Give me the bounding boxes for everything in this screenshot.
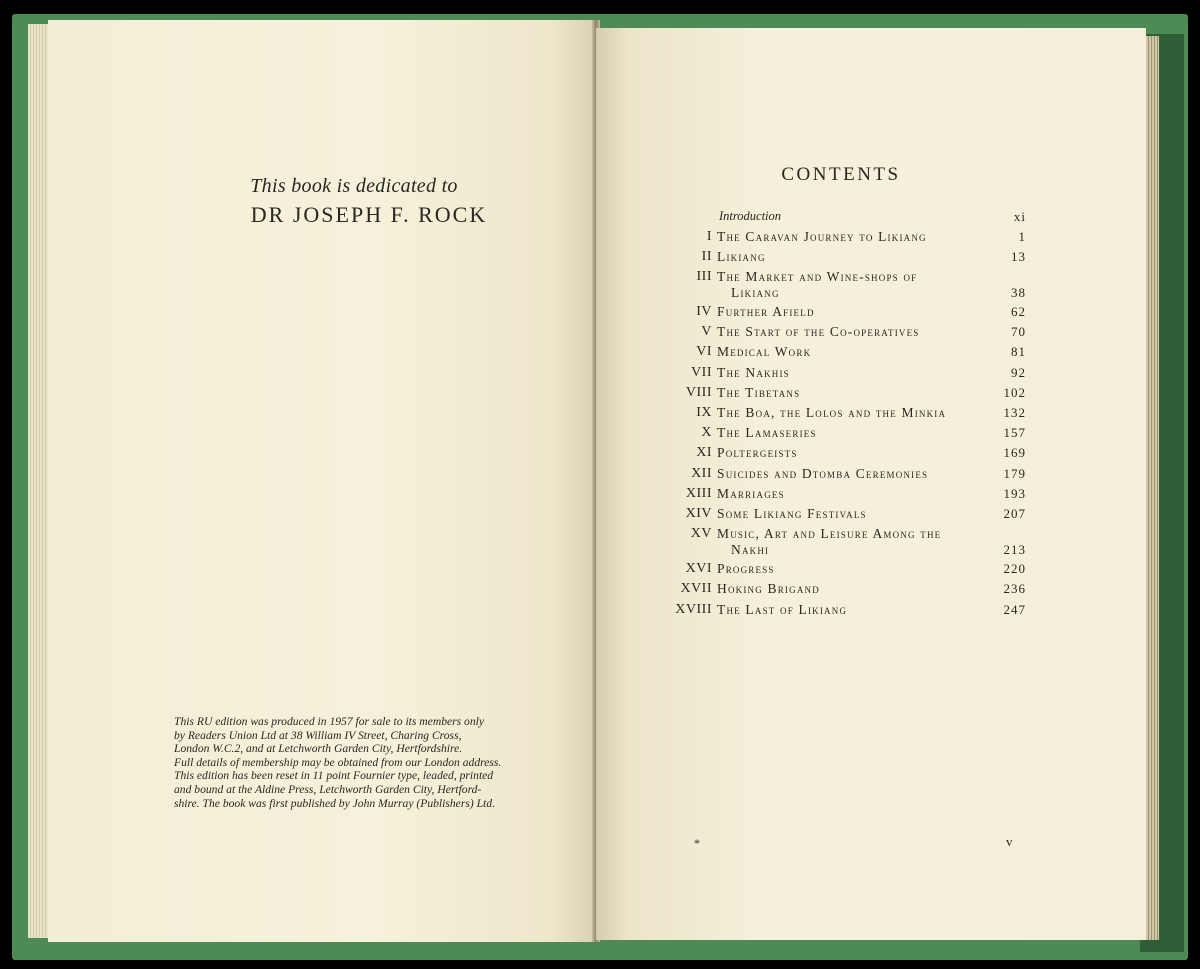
toc-entry-number: V bbox=[701, 324, 712, 339]
toc-entry-title: The Lamaseries bbox=[717, 425, 817, 440]
toc-entry-title: Likiang bbox=[717, 249, 766, 264]
toc-entry bbox=[596, 269, 1146, 300]
toc-entry-title: The Market and Wine-shops of bbox=[717, 269, 918, 284]
toc-entry bbox=[596, 304, 1146, 324]
toc-entry-title: The Nakhis bbox=[717, 365, 790, 380]
toc-entry bbox=[596, 324, 1146, 344]
dedication bbox=[48, 175, 594, 228]
colophon-line: and bound at the Aldine Press, Letchworth Garden City, Hertford- bbox=[174, 782, 482, 796]
table-of-contents bbox=[596, 28, 1146, 940]
toc-entry-title-continued: Likiang bbox=[731, 285, 780, 300]
toc-entry-page: 92 bbox=[1011, 365, 1026, 380]
toc-entry bbox=[596, 385, 1146, 405]
colophon-line: This edition has been reset in 11 point Fournier type, leaded, printed bbox=[174, 769, 494, 783]
toc-entry bbox=[596, 581, 1146, 601]
toc-entry-page: 81 bbox=[1011, 344, 1026, 359]
toc-entry bbox=[596, 445, 1146, 465]
toc-entry-number: X bbox=[701, 425, 712, 440]
dedication-line: This book is dedicated to bbox=[250, 175, 458, 197]
left-page bbox=[48, 20, 594, 942]
toc-entry-page: 62 bbox=[1011, 304, 1026, 319]
colophon-line: shire. The book was first published by John Murray (Publishers) Ltd. bbox=[174, 796, 495, 810]
page-edges-left bbox=[28, 24, 50, 938]
toc-entry-page: 102 bbox=[1003, 385, 1026, 400]
toc-entry-page: 236 bbox=[1003, 581, 1026, 596]
toc-entry-page: 1 bbox=[1018, 229, 1026, 244]
colophon-line: London W.C.2, and at Letchworth Garden City, Hertfordshire. bbox=[174, 742, 463, 756]
toc-entry-number: III bbox=[696, 269, 712, 284]
toc-entry-title: The Last of Likiang bbox=[717, 602, 848, 617]
toc-entry bbox=[596, 405, 1146, 425]
toc-entry-page: 207 bbox=[1003, 506, 1026, 521]
toc-entry-number: XII bbox=[691, 466, 712, 481]
toc-entry-number: XVII bbox=[680, 581, 712, 596]
toc-entry-page: 179 bbox=[1003, 466, 1026, 481]
toc-entry-number: I bbox=[706, 229, 712, 244]
toc-entry bbox=[596, 526, 1146, 557]
toc-entry-number: XI bbox=[696, 445, 712, 460]
toc-entry-number: XIV bbox=[685, 506, 712, 521]
colophon-line: by Readers Union Ltd at 38 William IV Street, Charing Cross, bbox=[174, 728, 462, 742]
toc-entry-title: Marriages bbox=[717, 486, 785, 501]
toc-entry-number: XV bbox=[690, 526, 712, 541]
toc-entry-title: Hoking Brigand bbox=[717, 581, 820, 596]
toc-entry-page: 213 bbox=[1003, 542, 1026, 557]
colophon-line: Full details of membership may be obtained from our London address. bbox=[174, 755, 502, 769]
toc-entry-page: 13 bbox=[1011, 249, 1026, 264]
toc-entry-number: XVIII bbox=[675, 602, 712, 617]
toc-entry-page: 247 bbox=[1003, 602, 1026, 617]
toc-entry-number: IX bbox=[696, 405, 712, 420]
colophon-line: This RU edition was produced in 1957 for sale to its members only bbox=[174, 715, 485, 728]
toc-entry-title: Poltergeists bbox=[717, 445, 798, 460]
toc-entry bbox=[596, 425, 1146, 445]
toc-entry bbox=[596, 249, 1146, 269]
toc-entry-number: VIII bbox=[685, 385, 712, 400]
toc-entry-number: II bbox=[701, 249, 712, 264]
toc-entry-page: 220 bbox=[1003, 561, 1026, 576]
toc-entry bbox=[596, 486, 1146, 506]
toc-entry-page: 70 bbox=[1011, 324, 1026, 339]
toc-entry-number: VII bbox=[691, 365, 712, 380]
toc-entry-title: Progress bbox=[717, 561, 775, 576]
toc-entry-page: xi bbox=[1013, 209, 1026, 224]
toc-entry-title: Introduction bbox=[719, 209, 782, 223]
toc-entry-title: The Start of the Co-operatives bbox=[717, 324, 920, 339]
toc-entry-page: 169 bbox=[1003, 445, 1026, 460]
toc-entry bbox=[596, 506, 1146, 526]
right-page bbox=[596, 28, 1146, 940]
toc-entry-page: 38 bbox=[1011, 285, 1026, 300]
toc-entry bbox=[596, 602, 1146, 622]
colophon bbox=[174, 715, 550, 810]
toc-entry bbox=[596, 561, 1146, 581]
toc-entry-introduction bbox=[596, 209, 1146, 229]
toc-entry-title: Further Afield bbox=[717, 304, 815, 319]
toc-entry-title: Suicides and Dtomba Ceremonies bbox=[717, 466, 929, 481]
toc-entry-title: The Boa, the Lolos and the Minkia bbox=[717, 405, 947, 420]
toc-entry-page: 193 bbox=[1003, 486, 1026, 501]
toc-entry-page: 132 bbox=[1003, 405, 1026, 420]
toc-entry bbox=[596, 365, 1146, 385]
toc-entry-number: IV bbox=[696, 304, 712, 319]
toc-entry-title: Medical Work bbox=[717, 344, 812, 359]
toc-entry-title: The Caravan Journey to Likiang bbox=[717, 229, 927, 244]
page-folio: v bbox=[1006, 834, 1013, 849]
toc-entry-title-continued: Nakhi bbox=[731, 542, 770, 557]
toc-entry-page: 157 bbox=[1003, 425, 1026, 440]
toc-entry bbox=[596, 344, 1146, 364]
toc-entry-title: Music, Art and Leisure Among the bbox=[717, 526, 942, 541]
toc-entry-number: XVI bbox=[685, 561, 712, 576]
toc-entry bbox=[596, 466, 1146, 486]
toc-entry bbox=[596, 229, 1146, 249]
dedication-name: DR JOSEPH F. ROCK bbox=[250, 202, 488, 227]
signature-mark: * bbox=[694, 836, 700, 850]
toc-entry-number: VI bbox=[696, 344, 712, 359]
toc-entry-title: The Tibetans bbox=[717, 385, 801, 400]
toc-entry-number: XIII bbox=[685, 486, 712, 501]
contents-title: CONTENTS bbox=[781, 164, 901, 185]
toc-entry-title: Some Likiang Festivals bbox=[717, 506, 867, 521]
